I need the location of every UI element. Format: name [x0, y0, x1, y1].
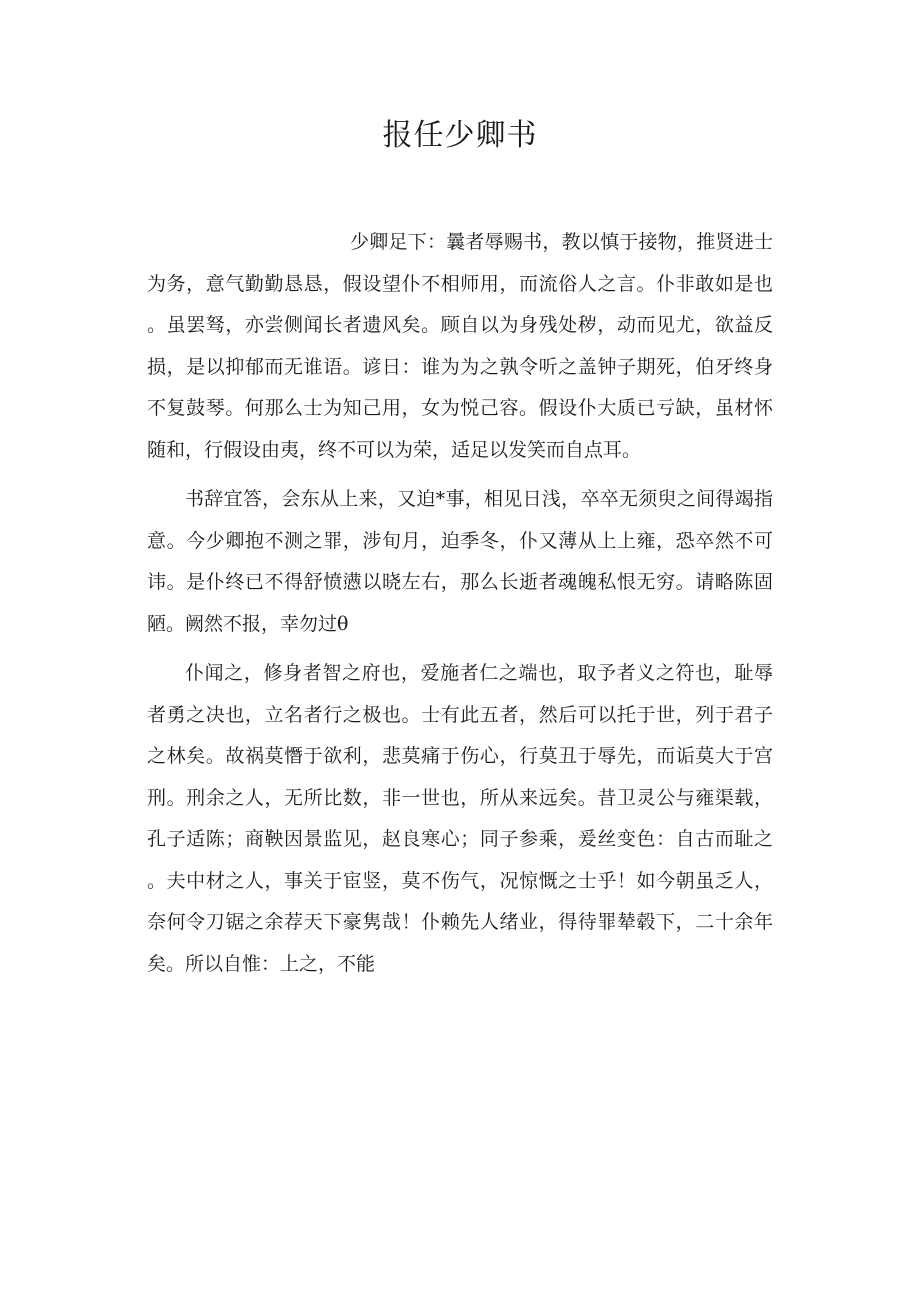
paragraph-1: 少卿足下：曩者辱赐书，教以慎于接物，推贤进士为务，意气勤勤恳恳，假设望仆不相师用，而流俗人之言。仆非敢如是也。虽罢驽，亦尝侧闻长者遗风矣。顾自以为身残处秽，动而见尤，欲益反损，是以抑郁而无谁语。谚日：谁为为之孰令听之盖钟子期死，伯牙终身不复鼓琴。何那么士为知己用，女为悦己容。假设仆大质已亏缺，虽材怀随和，行假设由夷，终不可以为荣，适足以发笑而自点耳。	[147, 231, 773, 461]
paragraph-3: 仆闻之，修身者智之府也，爱施者仁之端也，取予者义之符也，耻辱者勇之决也，立名者行之极也。士有此五者，然后可以托于世，列于君子之林矣。故祸莫憯于欲利，悲莫痛于伤心，行莫丑于辱先，而诟莫大于宫刑。刑余之人，无所比数，非一世也，所从来远矣。昔卫灵公与雍渠载，孔子适陈；商鞅因景监见，赵良寒心；同子参乘，爰丝变色：自古而耻之。夫中材之人，事关于宦竖，莫不伤气，况惊慨之士乎！如今朝虽乏人，奈何令刀锯之余荐天下豪隽哉！仆赖先人绪业，得待罪辇毂下，二十余年矣。所以自惟：上之，不能	[147, 662, 773, 975]
document-title: 报任少卿书	[382, 118, 538, 154]
paragraph-2: 书辞宜答，会东从上来，又迫*事，相见日浅，卒卒无须臾之间得竭指意。今少卿抱不测之罪，涉旬月，迫季冬，仆又薄从上上雍，恐卒然不可讳。是仆终已不得舒愤懑以晓左右，那么长逝者魂魄私恨无穷。请略陈固陋。阙然不报，幸勿过θ	[147, 488, 773, 635]
document-body	[147, 222, 773, 987]
